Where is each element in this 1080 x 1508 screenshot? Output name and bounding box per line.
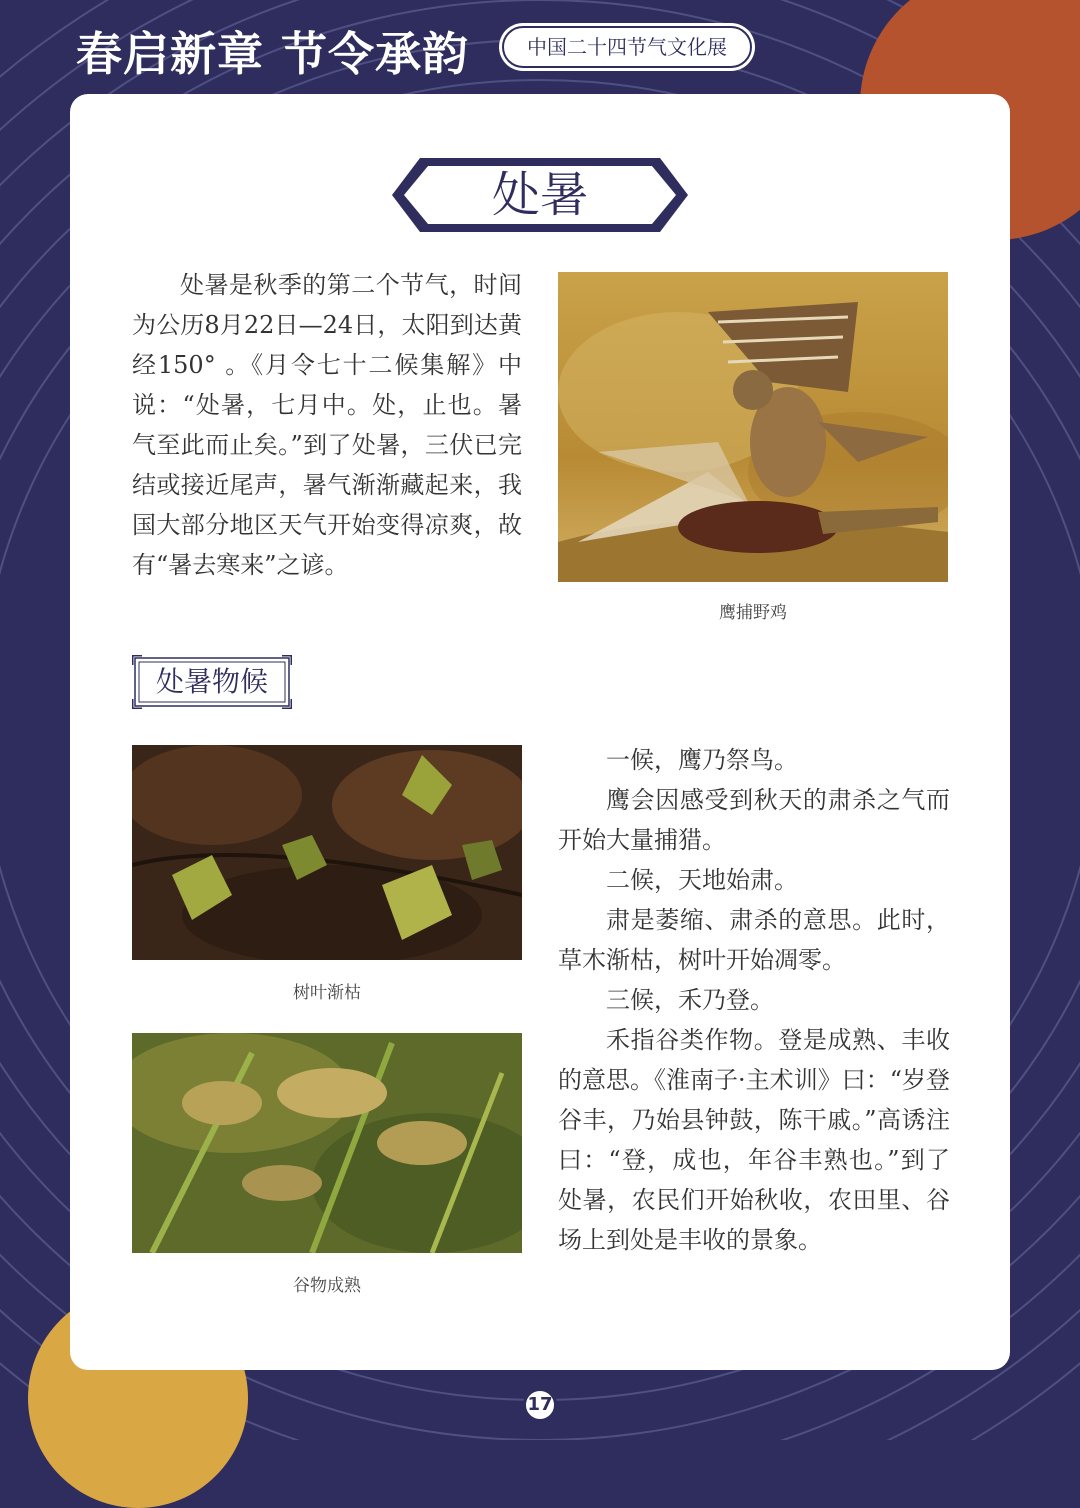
phenology-paragraph: 肃是萎缩、肃杀的意思。此时，草木渐枯，树叶开始凋零。 (558, 906, 950, 974)
leaves-photo (132, 745, 522, 960)
phenology-paragraph: 禾指谷类作物。登是成熟、丰收的意思。《淮南子·主术训》曰：“岁登谷丰，乃始县钟鼓，陈干戚。”高诱注曰：“登，成也，年谷丰熟也。”到了处暑，农民们开始秋收，农田里、谷场上到处是丰收的景象。 (558, 1026, 950, 1254)
leaves-photo-caption: 树叶渐枯 (293, 983, 361, 1003)
grain-photo-caption: 谷物成熟 (293, 1276, 361, 1296)
phenology-heading-text: 处暑物候 (155, 665, 268, 698)
page-number: 17 (523, 1388, 557, 1422)
hawk-photo-caption: 鹰捕野鸡 (719, 603, 787, 623)
phenology-heading (132, 655, 292, 709)
phenology-paragraph: 二候，天地始肃。 (606, 866, 798, 894)
phenology-paragraph: 鹰会因感受到秋天的肃杀之气而开始大量捕猎。 (558, 786, 950, 854)
solar-term-name: 处暑 (491, 167, 588, 223)
phenology-paragraph: 三候，禾乃登。 (606, 986, 774, 1014)
page-header-title: 春启新章 节令承韵 (76, 27, 470, 81)
exhibition-badge: 中国二十四节气文化展 (502, 26, 752, 68)
phenology-paragraph: 一候，鹰乃祭鸟。 (606, 746, 798, 774)
phenology-text (558, 740, 950, 1260)
intro-paragraph: 处暑是秋季的第二个节气，时间为公历8月22日—24日，太阳到达黄经150° 。《月令七十二候集解》中说：“处暑，七月中。处，止也。暑气至此而止矣。”到了处暑，三伏已完结或接近尾声，暑气渐渐藏起来，我国大部分地区天气开始变得凉爽，故有“暑去寒来”之谚。 (132, 271, 522, 579)
grain-photo (132, 1033, 522, 1253)
hawk-photo (558, 272, 948, 582)
solar-term-title (390, 156, 690, 234)
